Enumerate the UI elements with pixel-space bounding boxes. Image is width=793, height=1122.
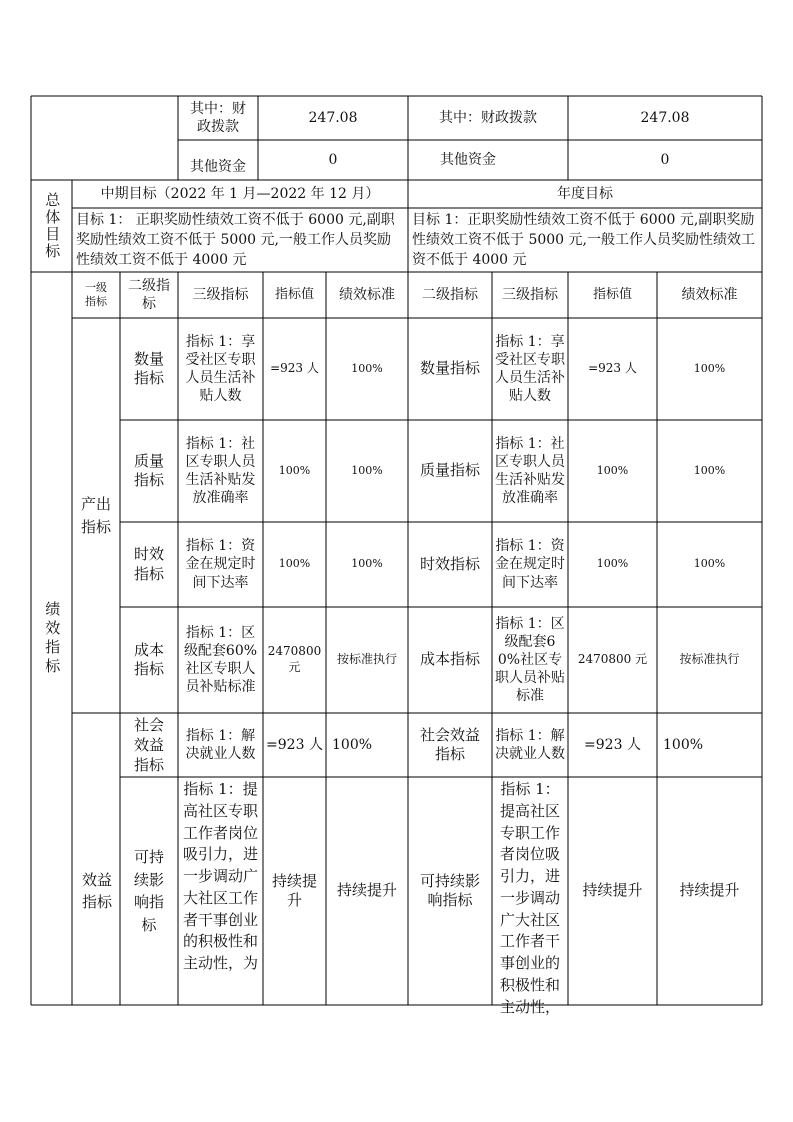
row-quantity-l2-annual: 数量指标 [419,359,480,378]
row-timeliness-value-annual: 100% [596,557,629,571]
row-cost-l3: 指标 1：区级配套60%社区专职人员补贴标准 [183,624,258,696]
header-level1: 一级指标 [85,280,107,308]
fiscal-allocation-label-annual: 其中：财政拨款 [439,109,537,126]
row-timeliness-l3: 指标 1：资金在规定时间下达率 [185,538,256,591]
row-social-benefit-l3: 指标 1：解决就业人数 [185,727,256,762]
row-timeliness-l3-annual: 指标 1：资金在规定时间下达率 [495,538,565,591]
row-cost-value: 2470800元 [267,644,322,674]
row-timeliness-l2-annual: 时效指标 [419,554,480,573]
row-cost-l3-annual: 指标 1：区级配套60%社区专职人员补贴标准 [495,615,565,705]
benefit-indicators-label: 效益指标 [81,870,112,911]
other-funds-label-annual: 其他资金 [440,151,496,168]
row-quality-l2: 质量指标 [133,451,164,489]
fiscal-allocation-value-midterm: 247.08 [308,109,358,126]
header-value-annual: 指标值 [592,286,632,302]
row-quantity-l3-annual: 指标 1：享受社区专职人员生活补贴人数 [495,333,565,405]
row-sustainable-l2: 可持续影响指标 [133,848,164,934]
row-sustainable-standard-annual: 持续提升 [679,881,740,900]
other-funds-value-annual: 0 [660,151,670,168]
midterm-goal-text: 目标 1： 正职奖励性绩效工资不低于 6000 元,副职奖励性绩效工资不低于 5000 元,一般工作人员奖励性绩效工资不低于 4000 元 [76,211,395,269]
row-sustainable-value: 持续提升 [271,871,317,909]
row-social-benefit-value-annual: =923 人 [584,736,641,753]
row-cost-standard: 按标准执行 [336,652,397,667]
row-quality-l2-annual: 质量指标 [419,461,480,480]
annual-goal-text: 目标 1：正职奖励性绩效工资不低于 6000 元,副职奖励性绩效工资不低于 5000 元,一般工作人员奖励性绩效工资不低于 4000 元 [412,211,755,269]
row-quantity-standard: 100% [351,361,383,375]
row-quality-standard: 100% [351,463,383,477]
row-sustainable-l3-annual: 指标 1：提高社区专职工作者岗位吸引力，进一步调动广大社区工作者干事创业的积极性和主动性， [499,780,560,1016]
row-cost-value-annual: 2470800 元 [577,652,648,667]
midterm-goal-header: 中期目标（2022 年 1 月—2022 年 12 月） [100,185,380,202]
other-funds-value-midterm: 0 [328,151,338,168]
row-social-benefit-value: =923 人 [266,736,323,753]
row-quantity-value: =923 人 [270,361,319,376]
row-sustainable-l3: 指标 1：提高社区专职工作者岗位吸引力，进一步调动广大社区工作者干事创业的积极性和主动性，为 [182,780,258,972]
header-level2: 二级指标 [128,277,170,312]
row-cost-standard-annual: 按标准执行 [679,652,740,667]
row-timeliness-l2: 时效指标 [133,545,164,583]
row-timeliness-value: 100% [278,557,311,571]
header-value: 指标值 [274,286,314,302]
row-sustainable-l2-annual: 可持续影响指标 [419,871,480,909]
other-funds-label: 其他资金 [190,158,246,175]
row-quality-value: 100% [278,463,311,477]
row-timeliness-standard: 100% [351,557,383,571]
row-quantity-value-annual: =923 人 [588,361,637,376]
header-standard: 绩效标准 [339,286,395,303]
row-social-benefit-l3-annual: 指标 1：解决就业人数 [495,727,565,762]
row-social-benefit-standard-annual: 100% [663,736,704,753]
row-cost-l2-annual: 成本指标 [419,650,480,669]
header-standard-annual: 绩效标准 [681,286,738,303]
row-social-benefit-l2: 社会效益指标 [133,715,164,775]
fiscal-allocation-label: 其中：财政拨款 [190,100,246,135]
row-sustainable-value-annual: 持续提升 [582,881,643,900]
annual-goal-header: 年度目标 [557,185,613,202]
row-quantity-l2: 数量指标 [133,349,164,387]
overall-goal-label: 总体目标 [43,192,62,260]
header-level3: 三级指标 [192,286,249,303]
row-social-benefit-standard: 100% [332,736,373,753]
fiscal-allocation-value-annual: 247.08 [640,109,690,126]
row-quality-standard-annual: 100% [693,463,726,477]
row-timeliness-standard-annual: 100% [693,557,726,571]
header-level3-annual: 三级指标 [502,286,558,303]
output-indicators-label: 产出指标 [80,495,111,536]
header-level2-annual: 二级指标 [422,286,478,303]
row-social-benefit-l2-annual: 社会效益指标 [419,725,480,763]
row-quality-value-annual: 100% [596,463,629,477]
row-sustainable-standard: 持续提升 [336,881,397,900]
row-quality-l3: 指标 1：社区专职人员生活补贴发放准确率 [185,435,256,507]
row-quantity-standard-annual: 100% [693,361,726,375]
row-cost-l2: 成本指标 [133,640,164,678]
row-quantity-l3: 指标 1：享受社区专职人员生活补贴人数 [185,333,256,405]
performance-indicators-label: 绩效指标 [43,600,62,677]
row-quality-l3-annual: 指标 1：社区专职人员生活补贴发放准确率 [495,435,565,507]
